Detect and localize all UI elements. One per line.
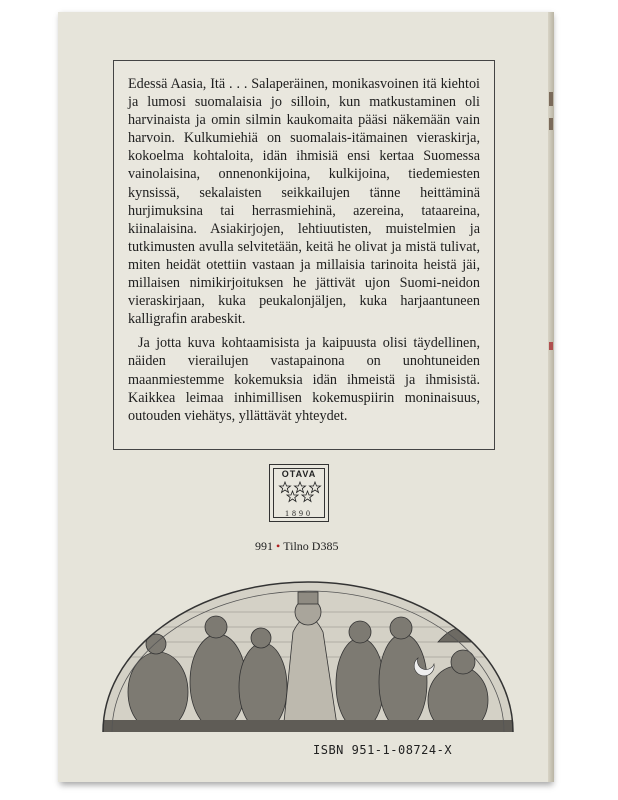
mural-illustration: [98, 572, 518, 732]
class-number: 991: [255, 539, 273, 553]
spine-mark: [549, 118, 553, 130]
catalog-code: Tilno D385: [283, 539, 339, 553]
blurb-paragraph-1: Edessä Aasia, Itä . . . Salaperäinen, monikasvoinen itä kiehtoi ja lumosi suomalaisia jo silloin, kun matkustaminen oli harvinaista ja omin silmin kaukomaita pääsi näkemään vain harvoin. Kulkumiehiä on suomalais-itämainen vieraskirja, kokoelma kohtaloita, idän ihmisiä ensi kertaa Suomessa vainolaisina, onnenonkijoina, kulkijoina, tiedemiesten kynsissä, sekalaisten seikkailujen tänne heittäminä hurjimuksina tai herrasmiehinä, azereina, tataareina, kiinalaisina. Asiakirjojen, lehtiuutisten, muistelmien ja tutkimusten avulla selvitetään, keitä he olivat ja mistä tulivat, miten heidät otettiin vastaan ja millaisia tarinoita heistä jäi, millaisen nimikirjoituksen he jättivät ujon Suomi-neidon vieraskirjaan, kuka peukalonjäljen, kuka harjaantuneen kalligrafin arabeskit.: [128, 76, 480, 328]
separator-dot: •: [276, 539, 281, 553]
blurb-box: [113, 60, 495, 450]
publisher-name: OTAVA: [281, 469, 317, 479]
isbn-code: ISBN 951-1-08724-X: [313, 743, 453, 757]
spine-mark: [549, 92, 553, 106]
stars-icon: [278, 481, 322, 503]
blurb-paragraph-2: Ja jotta kuva kohtaamisista ja kaipuusta olisi täydellinen, näiden vierailujen vastapainona on unohtuneiden maanmiestemme kokemuksia idän ihmeistä ja ihmisistä. Kaikkea leimaa inhimillisen kokemuspiirin moninaisuus, outouden viehätys, yllättävät yhteydet.: [128, 335, 480, 424]
spine-mark: [549, 342, 553, 350]
catalog-line: [255, 539, 338, 554]
book-back-cover: [58, 12, 551, 782]
publisher-logo: [269, 464, 329, 522]
publisher-year: 1890: [285, 509, 313, 518]
